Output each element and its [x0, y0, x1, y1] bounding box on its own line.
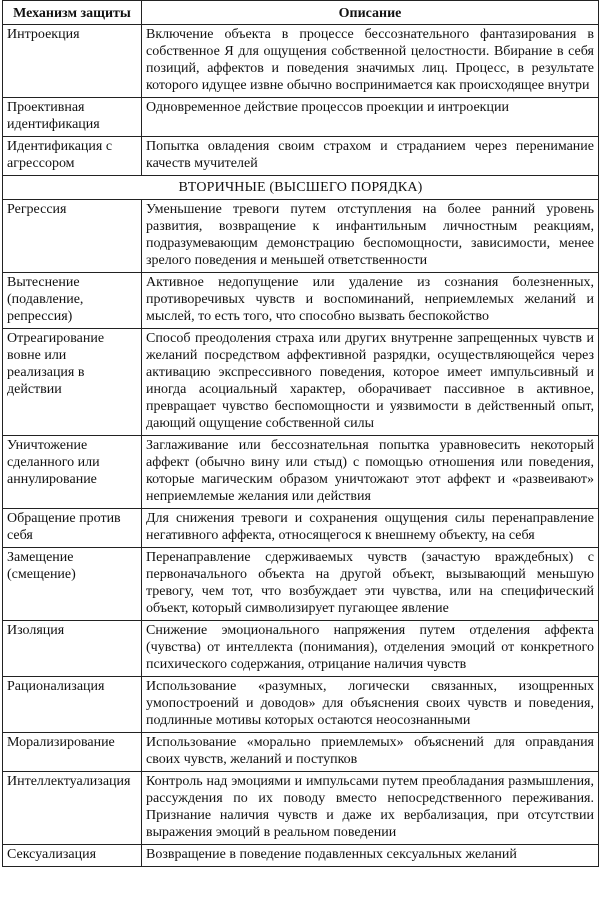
table-row	[3, 677, 599, 733]
table-row	[3, 845, 599, 867]
mechanism-cell: Регрессия	[3, 200, 142, 273]
mechanism-cell: Интроекция	[3, 25, 142, 98]
description-cell: Для снижения тревоги и сохранения ощущения силы перенаправление негативного аффекта, относящегося к внешнему объекту, на себя	[142, 509, 599, 548]
table-header-row	[3, 1, 599, 25]
description-cell: Использование «разумных, логически связанных, изощренных умопостроений и доводов» для объяснения своих чувств и поведения, подлинные мотивы которых остаются неосознанными	[142, 677, 599, 733]
description-cell: Снижение эмоционального напряжения путем отделения аффекта (чувства) от интеллекта (понимания), отделения эмоций от конкретного психического содержания, отрицание наличия чувств	[142, 621, 599, 677]
section-row	[3, 176, 599, 200]
mechanism-cell: Интеллектуализация	[3, 772, 142, 845]
mechanism-cell: Идентификация с агрессором	[3, 137, 142, 176]
mechanism-cell: Обращение против себя	[3, 509, 142, 548]
table-row	[3, 733, 599, 772]
mechanism-cell: Сексуализация	[3, 845, 142, 867]
mechanism-cell: Морализирование	[3, 733, 142, 772]
mechanism-cell: Замещение (смещение)	[3, 548, 142, 621]
description-cell: Заглаживание или бессознательная попытка уравновесить некоторый аффект (обычно вину или стыд) с помощью отношения или поведения, которые магическим образом уничтожают этот аффект и «развеивают» неприемлемые желания или действия	[142, 436, 599, 509]
description-cell: Одновременное действие процессов проекции и интроекции	[142, 98, 599, 137]
table-row	[3, 548, 599, 621]
table-row	[3, 329, 599, 436]
table-row	[3, 273, 599, 329]
table-row	[3, 621, 599, 677]
defense-mechanisms-table	[2, 0, 599, 867]
mechanism-cell: Рационализация	[3, 677, 142, 733]
mechanism-cell: Уничтожение сделанного или аннулирование	[3, 436, 142, 509]
description-cell: Включение объекта в процессе бессознательного фантазирования в собственное Я для ощущения собственной целостности. Вбирание в себя позиций, аффектов и поведения значимых лиц. Процесс, в результате которого идущее извне обычно воспринимается как происходящее внутри	[142, 25, 599, 98]
table-row	[3, 137, 599, 176]
table-row	[3, 98, 599, 137]
description-cell: Активное недопущение или удаление из сознания болезненных, противоречивых чувств и воспоминаний, неприемлемых желаний и мыслей, то есть того, что способно вызвать беспокойство	[142, 273, 599, 329]
table-row	[3, 436, 599, 509]
description-cell: Контроль над эмоциями и импульсами путем преобладания размышления, рассуждения по их поводу вместо непосредственного переживания. Признание наличия чувств и даже их вербализация, при отсутствии выражения эмоций в реальном поведении	[142, 772, 599, 845]
mechanism-cell: Изоляция	[3, 621, 142, 677]
description-cell: Попытка овладения своим страхом и страданием через перенимание качеств мучителей	[142, 137, 599, 176]
mechanism-cell: Отреагирование вовне или реализация в действии	[3, 329, 142, 436]
description-cell: Способ преодоления страха или других внутренне запрещенных чувств и желаний посредством аффективной разрядки, осуществляющейся через активацию экспрессивного поведения, которое имеет импульсивный и иногда асоциальный характер, оборачивает пассивное в активное, превращает чувство беспомощности и уязвимости в действенный опыт, дающий ощущение собственной силы	[142, 329, 599, 436]
description-cell: Возвращение в поведение подавленных сексуальных желаний	[142, 845, 599, 867]
table-row	[3, 509, 599, 548]
description-cell: Уменьшение тревоги путем отступления на более ранний уровень развития, возвращение к инфантильным личностным реакциям, подразумевающим демонстрацию беспомощности, зависимости, менее зрелого поведения и меньшей ответственности	[142, 200, 599, 273]
description-cell: Перенаправление сдерживаемых чувств (зачастую враждебных) с первоначального объекта на другой объект, вызывающий меньшую тревогу, чем тот, что возбуждает эти чувства, или на специфический объект, который символизирует пугающее явление	[142, 548, 599, 621]
header-description: Описание	[142, 1, 599, 25]
mechanism-cell: Проективная идентификация	[3, 98, 142, 137]
header-mechanism: Механизм защиты	[3, 1, 142, 25]
table-row	[3, 200, 599, 273]
mechanism-cell: Вытеснение (подавление, репрессия)	[3, 273, 142, 329]
description-cell: Использование «морально приемлемых» объяснений для оправдания своих чувств, желаний и поступков	[142, 733, 599, 772]
table-row	[3, 25, 599, 98]
table-row	[3, 772, 599, 845]
section-title: ВТОРИЧНЫЕ (ВЫСШЕГО ПОРЯДКА)	[3, 176, 599, 200]
